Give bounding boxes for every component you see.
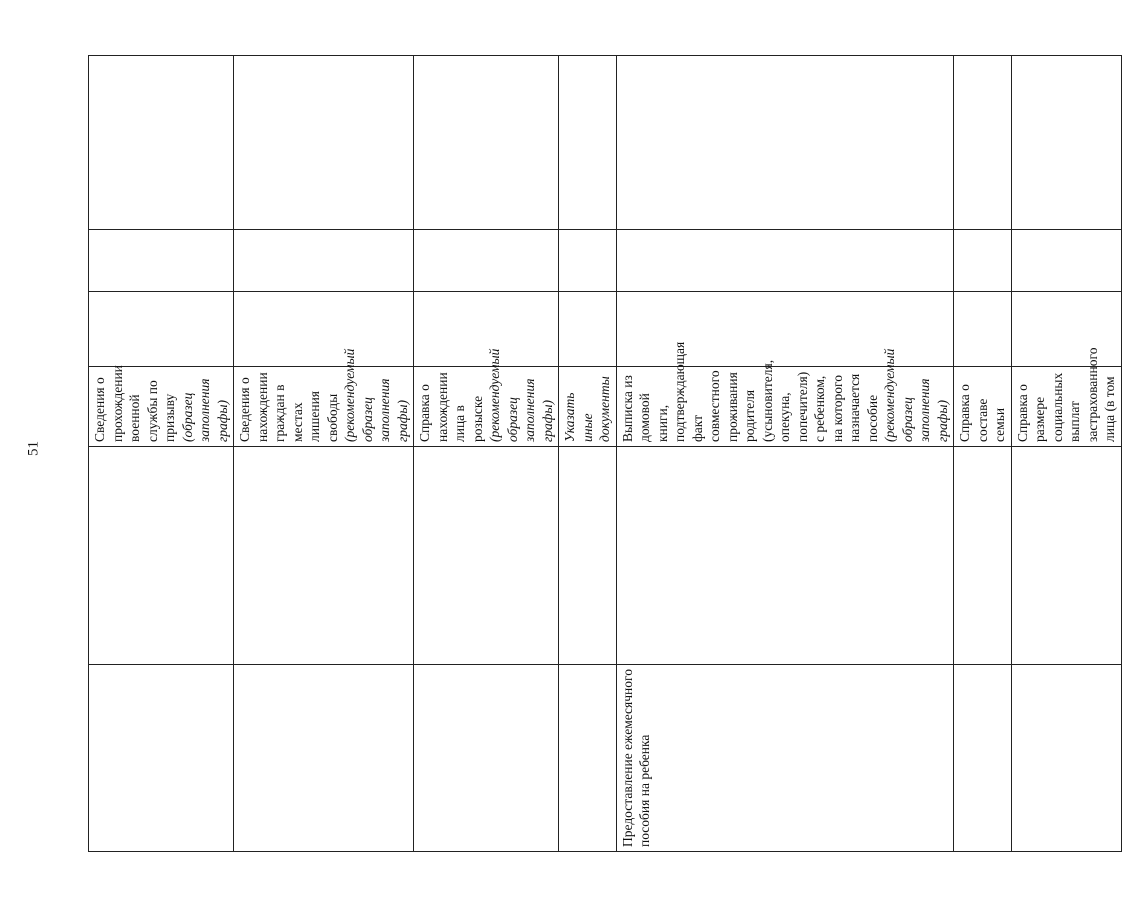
empty-cell (616, 292, 954, 367)
service-cell: Предоставление ежемесячного пособия на ребенка (616, 665, 954, 852)
table-row (559, 56, 617, 852)
service-cell (89, 665, 234, 852)
empty-cell (234, 292, 414, 367)
empty-cell (89, 292, 234, 367)
document-text: Справка о нахождении лица в розыске (417, 372, 485, 442)
empty-cell (234, 447, 414, 665)
document-text: Выписка из домовой книги, подтверждающая факт совместного проживания родителя (усыновителя, опекуна, попечителя) с ребенком, на которого назначается пособие (619, 341, 880, 442)
service-cell (234, 665, 414, 852)
page-number: 51 (25, 441, 42, 456)
service-cell (1011, 665, 1121, 852)
document-cell (89, 367, 234, 447)
empty-cell (414, 230, 559, 292)
document-cell (616, 341, 954, 447)
service-cell (559, 665, 617, 852)
empty-cell (559, 447, 617, 665)
documents-table (88, 55, 1122, 852)
document-text: Справка о размере социальных выплат застрахованного лица (в том (1014, 347, 1117, 442)
empty-cell (954, 56, 1012, 230)
empty-cell (234, 230, 414, 292)
document-text: Справка о составе семьи (957, 384, 1007, 442)
empty-cell (616, 447, 954, 665)
service-cell (414, 665, 559, 852)
empty-cell (559, 292, 617, 367)
table-row (616, 56, 954, 852)
empty-cell (1011, 447, 1121, 665)
empty-cell (414, 292, 559, 367)
table-row (89, 56, 234, 852)
table-row (954, 56, 1012, 852)
empty-cell (616, 230, 954, 292)
table-row (414, 56, 559, 852)
empty-cell (1011, 56, 1121, 230)
empty-cell (954, 292, 1012, 367)
service-cell (954, 665, 1012, 852)
empty-cell (1011, 230, 1121, 292)
document-cell (954, 367, 1012, 447)
empty-cell (89, 230, 234, 292)
document-text: Сведения о прохождении военной службы по призыву (92, 365, 177, 442)
document-note: (рекомендуемый образец заполнения графы) (487, 348, 555, 442)
empty-cell (414, 56, 559, 230)
document-note: (рекомендуемый образец заполнения графы) (882, 348, 950, 442)
table-row (234, 56, 414, 852)
document-note: Указать иные документы (562, 376, 612, 442)
table-row (1011, 56, 1121, 852)
empty-cell (954, 447, 1012, 665)
empty-cell (414, 447, 559, 665)
document-text: Сведения о нахождении граждан в местах лишения свободы (237, 372, 340, 442)
document-note: (образец заполнения графы) (179, 378, 230, 442)
empty-cell (1011, 292, 1121, 367)
empty-cell (89, 447, 234, 665)
empty-cell (559, 56, 617, 230)
empty-cell (616, 56, 954, 230)
document-cell (234, 348, 414, 447)
document-cell (414, 348, 559, 447)
document-cell (1011, 347, 1121, 447)
rotated-table-container (88, 56, 1117, 852)
empty-cell (559, 230, 617, 292)
document-cell (559, 367, 617, 447)
document-note: (рекомендуемый образец заполнения графы) (342, 348, 410, 442)
empty-cell (954, 230, 1012, 292)
empty-cell (89, 56, 234, 230)
empty-cell (234, 56, 414, 230)
